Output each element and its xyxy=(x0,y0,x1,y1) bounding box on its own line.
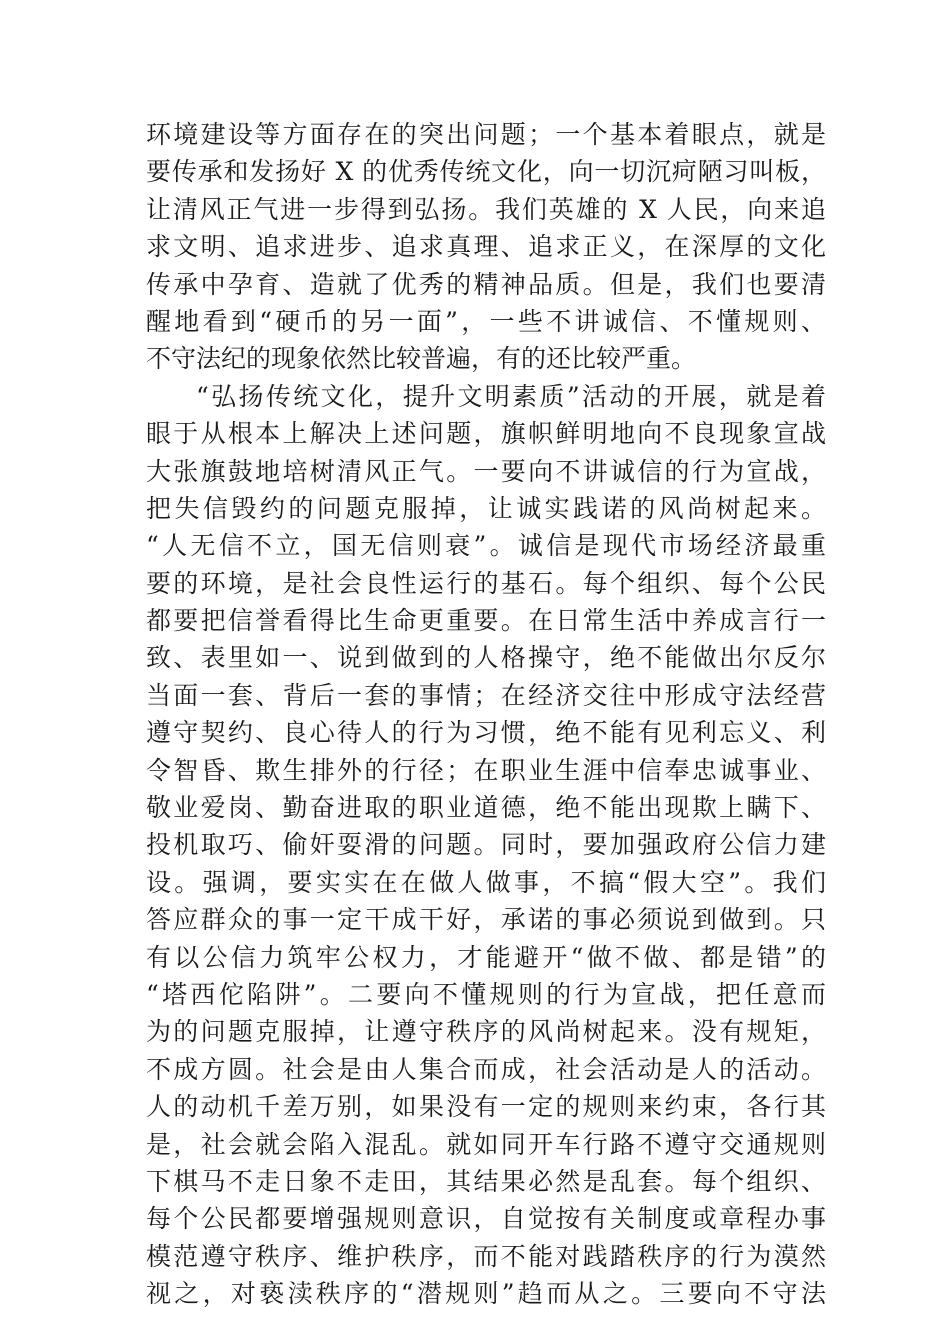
text-line: 设。强调，要实实在在做人做事，不搞“假大空”。我们 xyxy=(146,867,826,897)
text-line: “人无信不立，国无信则衰”。诚信是现代市场经济最重 xyxy=(146,531,826,561)
text-line: 让清风正气进一步得到弘扬。我们英雄的 X 人民，向来追 xyxy=(146,194,826,224)
text-line: 模范遵守秩序、维护秩序，而不能对践踏秩序的行为漠然 xyxy=(146,1241,826,1271)
text-line: 有以公信力筑牢公权力，才能避开“做不做、都是错”的 xyxy=(146,942,826,972)
text-line: 醒地看到“硬币的另一面”，一些不讲诚信、不懂规则、 xyxy=(146,306,826,336)
text-line: 要传承和发扬好 X 的优秀传统文化，向一切沉疴陋习叫板， xyxy=(146,157,826,187)
text-line: 投机取巧、偷奸耍滑的问题。同时，要加强政府公信力建 xyxy=(146,830,826,860)
text-line: 每个公民都要增强规则意识，自觉按有关制度或章程办事 xyxy=(146,1204,826,1234)
body-text xyxy=(146,116,826,1313)
text-line: 不守法纪的现象依然比较普遍，有的还比较严重。 xyxy=(146,344,697,374)
text-line: 视之，对亵渎秩序的“潜规则”趋而从之。三要向不守法 xyxy=(146,1279,826,1309)
text-line: 要的环境，是社会良性运行的基石。每个组织、每个公民 xyxy=(146,568,826,598)
text-line: 不成方圆。社会是由人集合而成，社会活动是人的活动。 xyxy=(146,1054,826,1084)
text-line: 下棋马不走日象不走田，其结果必然是乱套。每个组织、 xyxy=(146,1166,826,1196)
text-line: 为的问题克服掉，让遵守秩序的风尚树起来。没有规矩， xyxy=(146,1017,826,1047)
text-line: 敬业爱岗、勤奋进取的职业道德，绝不能出现欺上瞒下、 xyxy=(146,793,826,823)
text-line: 是，社会就会陷入混乱。就如同开车行路不遵守交通规则 xyxy=(146,1129,826,1159)
text-line: 当面一套、背后一套的事情；在经济交往中形成守法经营 xyxy=(146,680,826,710)
text-line: 致、表里如一、说到做到的人格操守，绝不能做出尔反尔 xyxy=(146,643,826,673)
text-line: 大张旗鼓地培树清风正气。一要向不讲诚信的行为宣战， xyxy=(146,456,826,486)
text-line: “塔西佗陷阱”。二要向不懂规则的行为宣战，把任意而 xyxy=(146,979,826,1009)
text-line: 令智昏、欺生排外的行径；在职业生涯中信奉忠诚事业、 xyxy=(146,755,826,785)
text-line: 传承中孕育、造就了优秀的精神品质。但是，我们也要清 xyxy=(146,269,826,299)
text-line: 把失信毁约的问题克服掉，让诚实践诺的风尚树起来。 xyxy=(146,493,826,523)
text-line: 遵守契约、良心待人的行为习惯，绝不能有见利忘义、利 xyxy=(146,718,826,748)
paragraph-start-line: “弘扬传统文化，提升文明素质”活动的开展，就是着 xyxy=(196,381,826,411)
text-line: 环境建设等方面存在的突出问题；一个基本着眼点，就是 xyxy=(146,120,826,149)
text-line: 答应群众的事一定干成干好，承诺的事必须说到做到。只 xyxy=(146,905,826,935)
text-line: 求文明、追求进步、追求真理、追求正义，在深厚的文化 xyxy=(146,232,826,262)
text-line: 都要把信誉看得比生命更重要。在日常生活中养成言行一 xyxy=(146,606,826,636)
text-line: 人的动机千差万别，如果没有一定的规则来约束，各行其 xyxy=(146,1092,826,1122)
text-line: 眼于从根本上解决上述问题，旗帜鲜明地向不良现象宣战 xyxy=(146,419,826,449)
